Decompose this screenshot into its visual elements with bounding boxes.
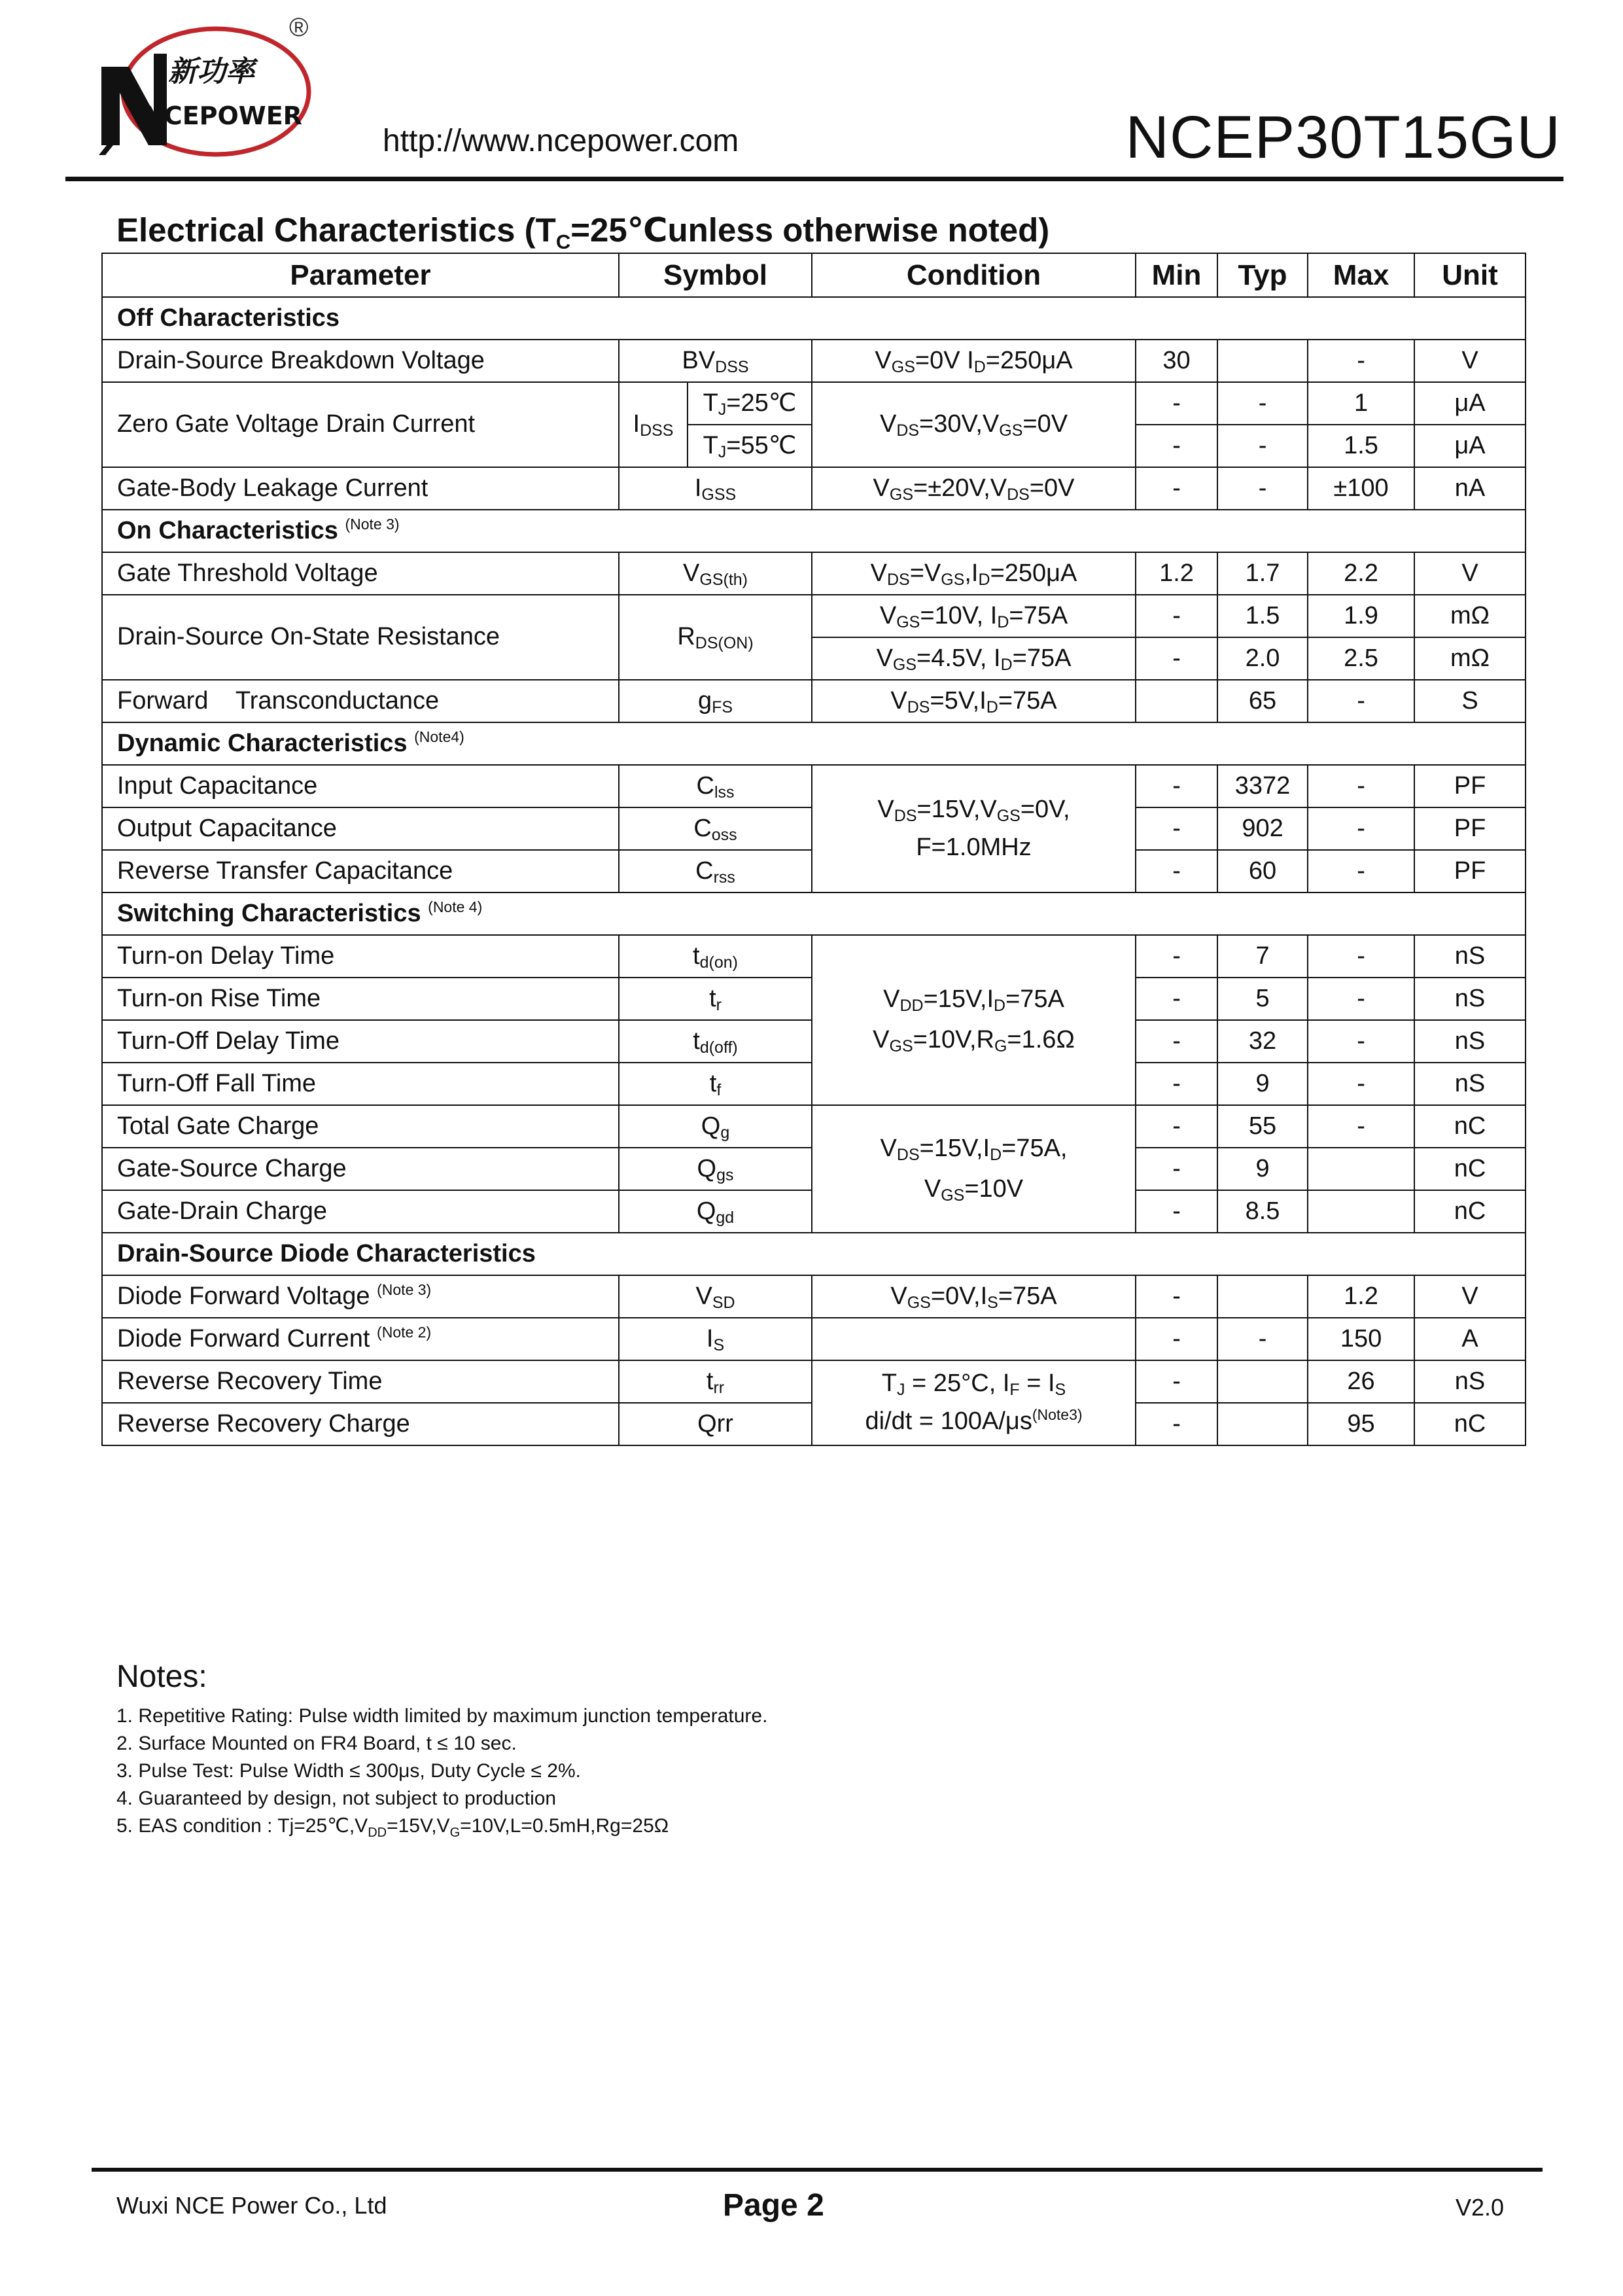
unit-cell: mΩ <box>1414 595 1526 637</box>
param-cell: Zero Gate Voltage Drain Current <box>102 382 619 467</box>
header-min: Min <box>1136 253 1217 297</box>
footer-divider <box>92 2168 1543 2172</box>
param-cell: Total Gate Charge <box>102 1105 619 1148</box>
min-cell: - <box>1136 1105 1217 1148</box>
typ-cell: 65 <box>1217 680 1308 722</box>
section-title: Electrical Characteristics ($T_C=25℃unless$ otherwise noted) <box>116 211 1050 254</box>
unit-cell: V <box>1414 552 1526 595</box>
header-parameter: Parameter <box>102 253 619 297</box>
min-cell: - <box>1136 850 1217 892</box>
table-row <box>102 382 1526 425</box>
max-cell: - <box>1308 1020 1414 1063</box>
condition-cell: $V_{DS}=V_{GS},I_D=250\mu A$ <box>812 552 1136 595</box>
max-cell <box>1308 1148 1414 1190</box>
header-symbol: Symbol <box>619 253 812 297</box>
typ-cell: 1.5 <box>1217 595 1308 637</box>
condition-cell: $V_{DS}=15V,V_{GS}=0V$, F=1.0MHz <box>812 765 1136 892</box>
notes-list <box>116 1703 767 1846</box>
note-item: 2. Surface Mounted on FR4 Board, t ≤ 10 sec. <box>116 1733 517 1754</box>
max-cell: 1.9 <box>1308 595 1414 637</box>
unit-cell: PF <box>1414 807 1526 850</box>
symbol-cell: $C_{oss}$ <box>619 807 812 850</box>
unit-cell: PF <box>1414 765 1526 807</box>
part-number: NCEP30T15GU <box>1125 104 1561 171</box>
param-cell: Output Capacitance <box>102 807 619 850</box>
min-cell: - <box>1136 935 1217 978</box>
symbol-cell: $Q_{gd}$ <box>619 1190 812 1233</box>
table-row <box>102 467 1526 510</box>
param-cell: Turn-Off Delay Time <box>102 1020 619 1063</box>
table-row <box>102 552 1526 595</box>
unit-cell: V <box>1414 340 1526 382</box>
symbol-cell: $V_{SD}$ <box>619 1275 812 1318</box>
param-cell: Turn-on Delay Time <box>102 935 619 978</box>
symbol-cell: $BV_{DSS}$ <box>619 340 812 382</box>
unit-cell: mΩ <box>1414 637 1526 680</box>
param-cell: Drain-Source Breakdown Voltage <box>102 340 619 382</box>
param-cell: Input Capacitance <box>102 765 619 807</box>
min-cell: - <box>1136 1020 1217 1063</box>
typ-cell <box>1217 340 1308 382</box>
typ-cell: 7 <box>1217 935 1308 978</box>
typ-cell: 902 <box>1217 807 1308 850</box>
min-cell: - <box>1136 765 1217 807</box>
typ-cell: - <box>1217 467 1308 510</box>
unit-cell: nS <box>1414 1360 1526 1403</box>
param-cell: Reverse Recovery Charge <box>102 1403 619 1445</box>
symbol-cell: $V_{GS(th)}$ <box>619 552 812 595</box>
param-cell: Gate-Source Charge <box>102 1148 619 1190</box>
section-row <box>102 722 1526 765</box>
note-item: 3. Pulse Test: Pulse Width ≤ 300μs, Duty Cycle ≤ 2%. <box>116 1760 581 1782</box>
unit-cell: μA <box>1414 425 1526 467</box>
symbol-cell: $Q_{gs}$ <box>619 1148 812 1190</box>
max-cell: 2.5 <box>1308 637 1414 680</box>
unit-cell: PF <box>1414 850 1526 892</box>
typ-cell: 5 <box>1217 978 1308 1020</box>
max-cell: - <box>1308 807 1414 850</box>
max-cell: - <box>1308 765 1414 807</box>
unit-cell: S <box>1414 680 1526 722</box>
condition-cell: $V_{GS}=10V$, $I_D=75A$ <box>812 595 1136 637</box>
company-name: Wuxi NCE Power Co., Ltd <box>116 2192 387 2219</box>
section-off: Off Characteristics <box>102 297 1526 340</box>
param-cell: Drain-Source On-State Resistance <box>102 595 619 680</box>
max-cell: 26 <box>1308 1360 1414 1403</box>
unit-cell: nC <box>1414 1403 1526 1445</box>
note-item: 1. Repetitive Rating: Pulse width limited by maximum junction temperature. <box>116 1705 768 1727</box>
table-row <box>102 765 1526 807</box>
typ-cell <box>1217 1275 1308 1318</box>
typ-cell: 9 <box>1217 1148 1308 1190</box>
table-row <box>102 1105 1526 1148</box>
param-cell: Gate-Body Leakage Current <box>102 467 619 510</box>
min-cell: - <box>1136 1360 1217 1403</box>
symbol-cell: Qrr <box>619 1403 812 1445</box>
typ-cell: 32 <box>1217 1020 1308 1063</box>
unit-cell: V <box>1414 1275 1526 1318</box>
table-header-row <box>102 253 1526 297</box>
condition-cell: $T_J = 25^\circ C$, $I_F = I_S$ $di/dt = 100A/\mu s^{(Note3)}$ <box>812 1360 1136 1445</box>
max-cell: - <box>1308 340 1414 382</box>
symbol-cell: $R_{DS(ON)}$ <box>619 595 812 680</box>
typ-cell: - <box>1217 1318 1308 1360</box>
min-cell: - <box>1136 637 1217 680</box>
max-cell: - <box>1308 978 1414 1020</box>
website-url[interactable]: http://www.ncepower.com <box>383 124 739 158</box>
min-cell: - <box>1136 467 1217 510</box>
header-condition: Condition <box>812 253 1136 297</box>
typ-cell: 2.0 <box>1217 637 1308 680</box>
section-row <box>102 892 1526 935</box>
page-number: Page 2 <box>723 2188 824 2223</box>
note-item: 4. Guaranteed by design, not subject to production <box>116 1788 557 1809</box>
max-cell: - <box>1308 680 1414 722</box>
typ-cell: 9 <box>1217 1063 1308 1105</box>
symbol-cell: $g_{FS}$ <box>619 680 812 722</box>
unit-cell: nC <box>1414 1148 1526 1190</box>
min-cell: - <box>1136 595 1217 637</box>
condition-cell: $V_{DS}=15V,I_D=75A$, $V_{GS}=10V$ <box>812 1105 1136 1233</box>
min-cell <box>1136 680 1217 722</box>
unit-cell: nS <box>1414 978 1526 1020</box>
condition-cell: $V_{GS}=4.5V$, $I_D=75A$ <box>812 637 1136 680</box>
min-cell: - <box>1136 978 1217 1020</box>
header-unit: Unit <box>1414 253 1526 297</box>
typ-cell: 55 <box>1217 1105 1308 1148</box>
min-cell: - <box>1136 1190 1217 1233</box>
section-diode: Drain-Source Diode Characteristics <box>102 1233 1526 1275</box>
max-cell: - <box>1308 935 1414 978</box>
table-row <box>102 680 1526 722</box>
max-cell: ±100 <box>1308 467 1414 510</box>
max-cell: 1 <box>1308 382 1414 425</box>
company-logo <box>88 14 324 165</box>
unit-cell: μA <box>1414 382 1526 425</box>
min-cell: - <box>1136 1318 1217 1360</box>
param-cell: Diode Forward Voltage $^{(Note 3)}$ <box>102 1275 619 1318</box>
max-cell: 1.5 <box>1308 425 1414 467</box>
symbol-cell: $I_S$ <box>619 1318 812 1360</box>
condition-cell: $V_{GS}=0V$ $I_D=250\mu A$ <box>812 340 1136 382</box>
param-cell: Turn-on Rise Time <box>102 978 619 1020</box>
min-cell: - <box>1136 1063 1217 1105</box>
electrical-characteristics-table <box>101 253 1526 1446</box>
unit-cell: nS <box>1414 1063 1526 1105</box>
table-row <box>102 1275 1526 1318</box>
min-cell: 30 <box>1136 340 1217 382</box>
param-cell: Forward Transconductance <box>102 680 619 722</box>
svg-text:新功率: 新功率 <box>168 55 254 88</box>
symbol-cell: $t_{d(off)}$ <box>619 1020 812 1063</box>
section-row <box>102 297 1526 340</box>
note-item: 5. EAS condition : $Tj=25℃,V_{DD}=15V,V_G=10V,L=0.5mH,Rg=25\Omega$ <box>116 1815 669 1840</box>
min-cell: - <box>1136 1275 1217 1318</box>
table-row <box>102 1360 1526 1403</box>
condition-cell: $V_{DD}=15V,I_D=75A$ $V_{GS}=10V,R_G=1.6\Omega$ <box>812 935 1136 1105</box>
table-row <box>102 1318 1526 1360</box>
unit-cell: nA <box>1414 467 1526 510</box>
document-version: V2.0 <box>1455 2194 1504 2221</box>
typ-cell: 8.5 <box>1217 1190 1308 1233</box>
section-row <box>102 510 1526 552</box>
section-switching: Switching Characteristics $^{(Note 4)}$ <box>102 892 1526 935</box>
typ-cell: - <box>1217 382 1308 425</box>
symbol-cell: $t_f$ <box>619 1063 812 1105</box>
symbol-cell: $Q_g$ <box>619 1105 812 1148</box>
temp-cell: $T_J=55℃$ <box>688 425 812 467</box>
min-cell: 1.2 <box>1136 552 1217 595</box>
unit-cell: nS <box>1414 935 1526 978</box>
section-row <box>102 1233 1526 1275</box>
temp-cell: $T_J=25℃$ <box>688 382 812 425</box>
unit-cell: nS <box>1414 1020 1526 1063</box>
header-divider <box>65 177 1563 181</box>
unit-cell: nC <box>1414 1105 1526 1148</box>
header-max: Max <box>1308 253 1414 297</box>
condition-cell: $V_{GS}=\pm 20V,V_{DS}=0V$ <box>812 467 1136 510</box>
min-cell: - <box>1136 1148 1217 1190</box>
max-cell: - <box>1308 1105 1414 1148</box>
unit-cell: nC <box>1414 1190 1526 1233</box>
svg-text:NCEPOWER: NCEPOWER <box>143 101 302 130</box>
condition-cell <box>812 1318 1136 1360</box>
min-cell: - <box>1136 1403 1217 1445</box>
table-row <box>102 595 1526 637</box>
max-cell: - <box>1308 850 1414 892</box>
symbol-cell: $t_r$ <box>619 978 812 1020</box>
max-cell: 2.2 <box>1308 552 1414 595</box>
max-cell: 95 <box>1308 1403 1414 1445</box>
param-cell: Diode Forward Current $^{(Note 2)}$ <box>102 1318 619 1360</box>
section-dynamic: Dynamic Characteristics $^{(Note4)}$ <box>102 722 1526 765</box>
param-cell: Reverse Recovery Time <box>102 1360 619 1403</box>
condition-cell: $V_{GS}=0V,I_S=75A$ <box>812 1275 1136 1318</box>
param-cell: Reverse Transfer Capacitance <box>102 850 619 892</box>
max-cell: 1.2 <box>1308 1275 1414 1318</box>
typ-cell: 1.7 <box>1217 552 1308 595</box>
symbol-cell: $C_{rss}$ <box>619 850 812 892</box>
param-cell: Turn-Off Fall Time <box>102 1063 619 1105</box>
notes-title: Notes: <box>116 1659 207 1694</box>
section-on: On Characteristics $^{(Note 3)}$ <box>102 510 1526 552</box>
min-cell: - <box>1136 425 1217 467</box>
max-cell <box>1308 1190 1414 1233</box>
registered-mark: ® <box>289 13 309 42</box>
symbol-cell: $I_{DSS}$ <box>619 382 688 467</box>
symbol-cell: $t_{d(on)}$ <box>619 935 812 978</box>
typ-cell <box>1217 1360 1308 1403</box>
condition-cell: $V_{DS}=30V,V_{GS}=0V$ <box>812 382 1136 467</box>
min-cell: - <box>1136 382 1217 425</box>
header-typ: Typ <box>1217 253 1308 297</box>
typ-cell: 3372 <box>1217 765 1308 807</box>
typ-cell: - <box>1217 425 1308 467</box>
symbol-cell: $t_{rr}$ <box>619 1360 812 1403</box>
typ-cell: 60 <box>1217 850 1308 892</box>
max-cell: - <box>1308 1063 1414 1105</box>
param-cell: Gate Threshold Voltage <box>102 552 619 595</box>
typ-cell <box>1217 1403 1308 1445</box>
min-cell: - <box>1136 807 1217 850</box>
table-row <box>102 935 1526 978</box>
symbol-cell: $C_{lss}$ <box>619 765 812 807</box>
unit-cell: A <box>1414 1318 1526 1360</box>
symbol-cell: $I_{GSS}$ <box>619 467 812 510</box>
condition-cell: $V_{DS}=5V,I_D=75A$ <box>812 680 1136 722</box>
max-cell: 150 <box>1308 1318 1414 1360</box>
table-row <box>102 340 1526 382</box>
param-cell: Gate-Drain Charge <box>102 1190 619 1233</box>
